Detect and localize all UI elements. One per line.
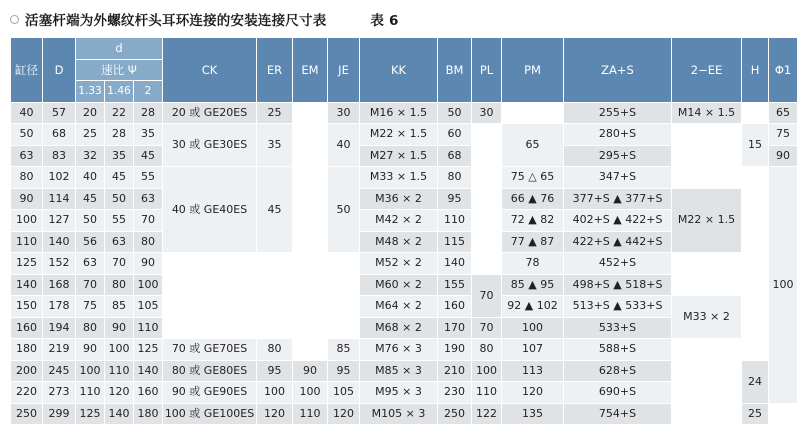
- cell-bore: 150: [11, 296, 43, 318]
- cell-h: [742, 102, 769, 124]
- cell-kk: M16 × 1.5: [360, 102, 438, 124]
- cell-d3: 160: [134, 382, 163, 404]
- cell-bm: 170: [438, 317, 472, 339]
- cell-za-s: 628+S: [564, 360, 672, 382]
- cell-d3: 125: [134, 339, 163, 361]
- cell-d1: 45: [76, 188, 105, 210]
- cell-d3: 55: [134, 167, 163, 189]
- cell-D: 273: [43, 382, 76, 404]
- title-text: 活塞杆端为外螺纹杆头耳环连接的安装连接尺寸表: [25, 13, 327, 29]
- cell-d2: 90: [105, 317, 134, 339]
- th-d-2: 2: [134, 81, 163, 103]
- cell-D: 245: [43, 360, 76, 382]
- cell-d2: 80: [105, 274, 134, 296]
- cell-za-s: 347+S: [564, 167, 672, 189]
- table-row: [11, 339, 798, 361]
- cell-pm: 72 ▲ 82: [502, 210, 564, 232]
- cell-bm: 110: [438, 210, 472, 232]
- cell-d3: 35: [134, 124, 163, 146]
- cell-er: 80: [257, 339, 293, 361]
- cell-pm: 100: [502, 317, 564, 339]
- cell-za-s: 498+S ▲ 518+S: [564, 274, 672, 296]
- cell-kk: M76 × 3: [360, 339, 438, 361]
- dimension-table: [10, 37, 798, 425]
- cell-D: 178: [43, 296, 76, 318]
- cell-je: [328, 253, 360, 339]
- cell-phi1: [769, 403, 798, 425]
- cell-d3: 90: [134, 253, 163, 275]
- cell-bore: 100: [11, 210, 43, 232]
- cell-pl: [472, 167, 502, 210]
- cell-d2: 70: [105, 253, 134, 275]
- cell-kk: M60 × 2: [360, 274, 438, 296]
- table-row: [11, 296, 798, 318]
- cell-d1: 110: [76, 382, 105, 404]
- th-d-133: 1.33: [76, 81, 105, 103]
- cell-je: 85: [328, 339, 360, 361]
- cell-er: 45: [257, 167, 293, 253]
- cell-d1: 63: [76, 253, 105, 275]
- cell-bm: 95: [438, 188, 472, 210]
- cell-ee: [672, 339, 742, 361]
- cell-d3: 63: [134, 188, 163, 210]
- cell-d1: 75: [76, 296, 105, 318]
- cell-er: 95: [257, 360, 293, 382]
- cell-za-s: 452+S: [564, 253, 672, 275]
- cell-bore: 220: [11, 382, 43, 404]
- cell-bore: 63: [11, 145, 43, 167]
- cell-D: 102: [43, 167, 76, 189]
- table-row: [11, 167, 798, 189]
- cell-d2: 22: [105, 102, 134, 124]
- cell-je: 30: [328, 102, 360, 124]
- cell-d3: 100: [134, 274, 163, 296]
- cell-je: 40: [328, 124, 360, 167]
- cell-pm: 113: [502, 360, 564, 382]
- cell-phi1: 65: [769, 102, 798, 124]
- cell-d1: 40: [76, 167, 105, 189]
- cell-ck: 80 或 GE80ES: [163, 360, 257, 382]
- cell-pl: 100: [472, 360, 502, 382]
- cell-bm: 140: [438, 253, 472, 275]
- cell-bm: 250: [438, 403, 472, 425]
- cell-pm: 75 △ 65: [502, 167, 564, 189]
- cell-pm: 135: [502, 403, 564, 425]
- cell-d2: 28: [105, 124, 134, 146]
- cell-D: 140: [43, 231, 76, 253]
- cell-pm: 77 ▲ 87: [502, 231, 564, 253]
- cell-kk: M52 × 2: [360, 253, 438, 275]
- th-EE: 2−EE: [672, 38, 742, 103]
- cell-D: 194: [43, 317, 76, 339]
- table-row: [11, 274, 798, 296]
- cell-pl: 70: [472, 317, 502, 339]
- cell-je: 105: [328, 382, 360, 404]
- cell-d3: 180: [134, 403, 163, 425]
- table-label: 表 6: [370, 13, 399, 29]
- cell-bm: 115: [438, 231, 472, 253]
- cell-za-s: 295+S: [564, 145, 672, 167]
- cell-za-s: 377+S ▲ 377+S: [564, 188, 672, 210]
- cell-d1: 50: [76, 210, 105, 232]
- cell-za-s: 513+S ▲ 533+S: [564, 296, 672, 318]
- cell-d1: 125: [76, 403, 105, 425]
- cell-h: [742, 274, 769, 339]
- cell-ee: M14 × 1.5: [672, 102, 742, 124]
- cell-pl: [472, 124, 502, 167]
- cell-bore: 90: [11, 188, 43, 210]
- cell-kk: M48 × 2: [360, 231, 438, 253]
- cell-ee: [672, 124, 742, 167]
- cell-kk: M36 × 2: [360, 188, 438, 210]
- cell-d2: 110: [105, 360, 134, 382]
- cell-d1: 100: [76, 360, 105, 382]
- cell-d3: 110: [134, 317, 163, 339]
- cell-kk: M42 × 2: [360, 210, 438, 232]
- th-H: H: [742, 38, 769, 103]
- table-body: [11, 102, 798, 425]
- cell-ck: 90 或 GE90ES: [163, 382, 257, 404]
- cell-phi1: 90: [769, 145, 798, 167]
- cell-d3: 70: [134, 210, 163, 232]
- cell-kk: M95 × 3: [360, 382, 438, 404]
- cell-pm: 65: [502, 124, 564, 167]
- cell-pl: 122: [472, 403, 502, 425]
- cell-bore: 50: [11, 124, 43, 146]
- cell-kk: M64 × 2: [360, 296, 438, 318]
- cell-za-s: 533+S: [564, 317, 672, 339]
- cell-d3: 28: [134, 102, 163, 124]
- cell-ck: 20 或 GE20ES: [163, 102, 257, 124]
- cell-d2: 63: [105, 231, 134, 253]
- cell-ee: [672, 360, 742, 425]
- header-row-1: [11, 38, 798, 60]
- cell-d1: 80: [76, 317, 105, 339]
- cell-d2: 100: [105, 339, 134, 361]
- th-EM: EM: [293, 38, 328, 103]
- cell-bm: 60: [438, 124, 472, 146]
- cell-kk: M68 × 2: [360, 317, 438, 339]
- table-header: [11, 38, 798, 103]
- cell-h: [742, 210, 769, 275]
- cell-bm: 210: [438, 360, 472, 382]
- cell-d2: 55: [105, 210, 134, 232]
- cell-bore: 200: [11, 360, 43, 382]
- cell-ee: [672, 167, 742, 189]
- cell-d2: 45: [105, 167, 134, 189]
- cell-d1: 56: [76, 231, 105, 253]
- cell-d1: 90: [76, 339, 105, 361]
- cell-bore: 140: [11, 274, 43, 296]
- cell-bore: 160: [11, 317, 43, 339]
- cell-d3: 45: [134, 145, 163, 167]
- cell-ee: [672, 274, 742, 296]
- th-ER: ER: [257, 38, 293, 103]
- cell-bore: 40: [11, 102, 43, 124]
- cell-pl: 70: [472, 274, 502, 317]
- th-CK: CK: [163, 38, 257, 103]
- cell-d2: 120: [105, 382, 134, 404]
- cell-phi1: 100: [769, 167, 798, 404]
- table-row: [11, 253, 798, 275]
- cell-D: 114: [43, 188, 76, 210]
- cell-ck: [163, 253, 257, 339]
- cell-pl: 80: [472, 339, 502, 361]
- page-title: [0, 0, 800, 37]
- cell-kk: M105 × 3: [360, 403, 438, 425]
- cell-ck: 30 或 GE30ES: [163, 124, 257, 167]
- cell-h: 15: [742, 124, 769, 167]
- cell-D: 127: [43, 210, 76, 232]
- th-ZA-S: ZA+S: [564, 38, 672, 103]
- cell-ee: M22 × 1.5: [672, 188, 742, 253]
- cell-za-s: 280+S: [564, 124, 672, 146]
- cell-h: [742, 167, 769, 210]
- table-row: [11, 124, 798, 146]
- cell-D: 219: [43, 339, 76, 361]
- th-KK: KK: [360, 38, 438, 103]
- cell-pm: 78: [502, 253, 564, 275]
- cell-za-s: 588+S: [564, 339, 672, 361]
- cell-kk: M85 × 3: [360, 360, 438, 382]
- cell-bm: 50: [438, 102, 472, 124]
- cell-pm: 66 ▲ 76: [502, 188, 564, 210]
- cell-d3: 80: [134, 231, 163, 253]
- cell-za-s: 690+S: [564, 382, 672, 404]
- cell-er: [257, 253, 293, 339]
- cell-za-s: 422+S ▲ 442+S: [564, 231, 672, 253]
- cell-kk: M22 × 1.5: [360, 124, 438, 146]
- cell-d2: 140: [105, 403, 134, 425]
- cell-pl: [472, 210, 502, 275]
- cell-bm: 160: [438, 296, 472, 318]
- table-row: [11, 188, 798, 210]
- cell-D: 168: [43, 274, 76, 296]
- th-PM: PM: [502, 38, 564, 103]
- cell-kk: M33 × 1.5: [360, 167, 438, 189]
- cell-D: 68: [43, 124, 76, 146]
- cell-je: 50: [328, 167, 360, 253]
- cell-bm: 68: [438, 145, 472, 167]
- cell-D: 299: [43, 403, 76, 425]
- cell-bm: 80: [438, 167, 472, 189]
- cell-h: 24: [742, 360, 769, 403]
- table-row: [11, 102, 798, 124]
- cell-bm: 230: [438, 382, 472, 404]
- cell-d1: 32: [76, 145, 105, 167]
- cell-em: 110: [293, 403, 328, 425]
- cell-d1: 70: [76, 274, 105, 296]
- cell-bm: 190: [438, 339, 472, 361]
- cell-pm: 85 ▲ 95: [502, 274, 564, 296]
- cell-za-s: 754+S: [564, 403, 672, 425]
- cell-d2: 85: [105, 296, 134, 318]
- cell-D: 83: [43, 145, 76, 167]
- cell-d2: 35: [105, 145, 134, 167]
- cell-bore: 80: [11, 167, 43, 189]
- cell-D: 57: [43, 102, 76, 124]
- th-JE: JE: [328, 38, 360, 103]
- cell-phi1: 75: [769, 124, 798, 146]
- cell-em: 90: [293, 360, 328, 382]
- cell-d1: 25: [76, 124, 105, 146]
- cell-pl: 30: [472, 102, 502, 124]
- cell-er: 35: [257, 124, 293, 167]
- th-PL: PL: [472, 38, 502, 103]
- cell-je: 95: [328, 360, 360, 382]
- cell-ee: [672, 253, 742, 275]
- cell-pm: 107: [502, 339, 564, 361]
- cell-er: 25: [257, 102, 293, 124]
- cell-ck: 100 或 GE100ES: [163, 403, 257, 425]
- cell-pm: 92 ▲ 102: [502, 296, 564, 318]
- cell-bore: 250: [11, 403, 43, 425]
- cell-em: 100: [293, 382, 328, 404]
- cell-je: 120: [328, 403, 360, 425]
- cell-d1: 20: [76, 102, 105, 124]
- cell-pm: [502, 102, 564, 124]
- cell-ck: 70 或 GE70ES: [163, 339, 257, 361]
- th-BM: BM: [438, 38, 472, 103]
- cell-bm: 155: [438, 274, 472, 296]
- cell-kk: M27 × 1.5: [360, 145, 438, 167]
- cell-bore: 125: [11, 253, 43, 275]
- cell-ck: 40 或 GE40ES: [163, 167, 257, 253]
- th-bore: 缸径: [11, 38, 43, 103]
- cell-em: [293, 102, 328, 360]
- cell-bore: 180: [11, 339, 43, 361]
- cell-d3: 105: [134, 296, 163, 318]
- cell-ee: M33 × 2: [672, 296, 742, 339]
- th-D: D: [43, 38, 76, 103]
- cell-h: [742, 339, 769, 361]
- cell-er: 100: [257, 382, 293, 404]
- cell-d2: 50: [105, 188, 134, 210]
- cell-D: 152: [43, 253, 76, 275]
- cell-za-s: 255+S: [564, 102, 672, 124]
- cell-h: 25: [742, 403, 769, 425]
- cell-pl: 110: [472, 382, 502, 404]
- th-speed-ratio: 速比 Ψ: [76, 59, 163, 81]
- table-row: [11, 360, 798, 382]
- cell-bore: 110: [11, 231, 43, 253]
- bullet-icon: [10, 15, 19, 24]
- th-d-group: d: [76, 38, 163, 60]
- th-phi1: Φ1: [769, 38, 798, 103]
- th-d-146: 1.46: [105, 81, 134, 103]
- cell-pm: 120: [502, 382, 564, 404]
- cell-za-s: 402+S ▲ 422+S: [564, 210, 672, 232]
- cell-d3: 140: [134, 360, 163, 382]
- cell-er: 120: [257, 403, 293, 425]
